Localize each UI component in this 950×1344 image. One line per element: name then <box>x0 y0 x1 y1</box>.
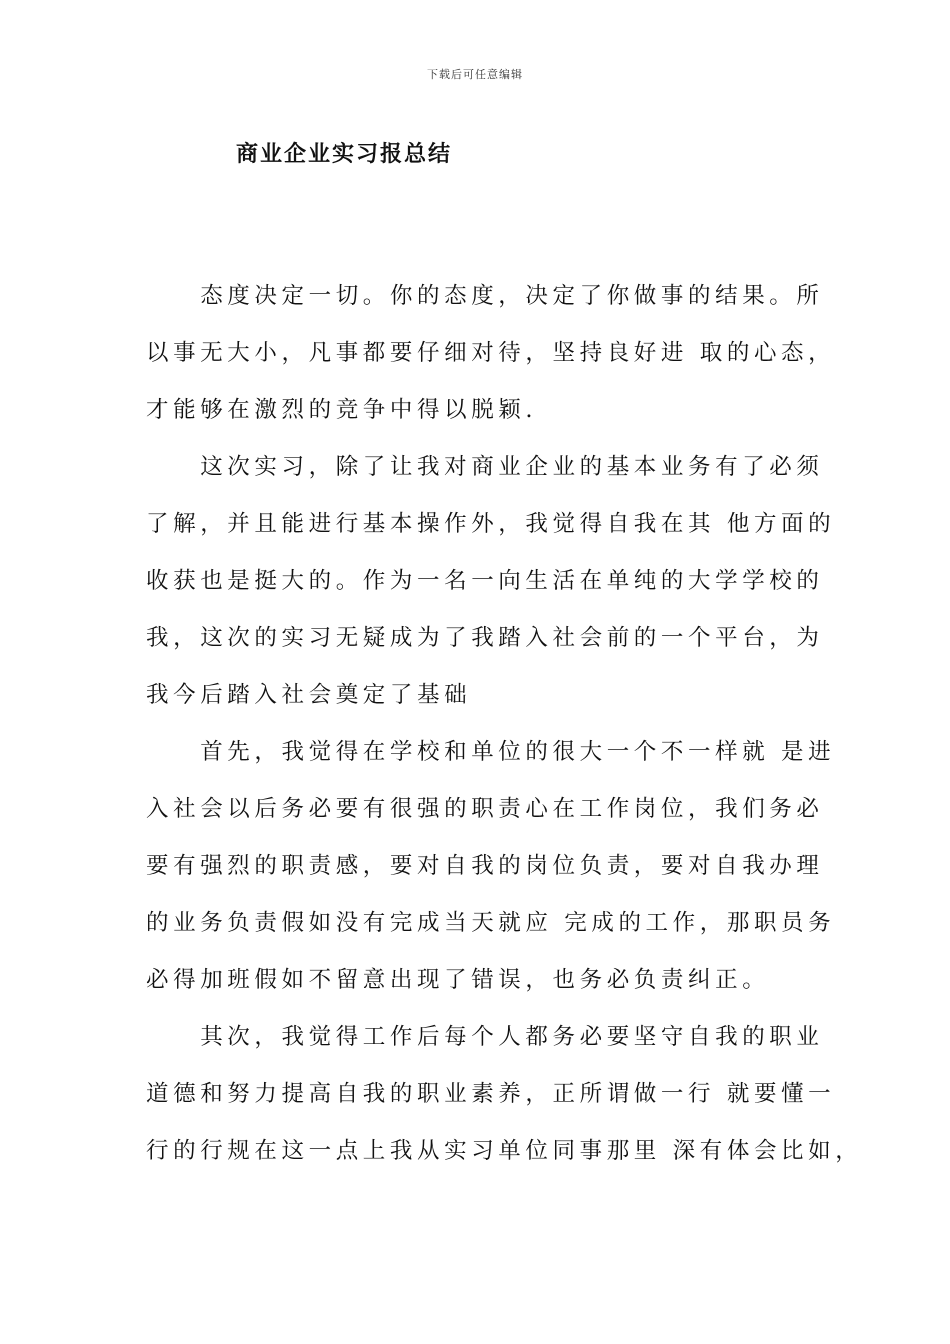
page-header: 下载后可任意编辑 <box>427 68 523 81</box>
document-body <box>146 268 863 1180</box>
paragraph-line: 要有强烈的职责感，要对自我的岗位负责，要对自我办理 <box>146 853 824 879</box>
paragraph-line: 以事无大小，凡事都要仔细对待，坚持良好进 取的心态， <box>146 340 836 366</box>
paragraph-line: 入社会以后务必要有很强的职责心在工作岗位，我们务必 <box>146 796 824 822</box>
paragraph-line: 道德和努力提高自我的职业素养，正所谓做一行 就要懂一 <box>146 1081 836 1107</box>
paragraph-line: 这次实习，除了让我对商业企业的基本业务有了必须 <box>146 454 824 480</box>
paragraph-line: 才能够在激烈的竞争中得以脱颖. <box>146 397 538 423</box>
paragraph-line: 的业务负责假如没有完成当天就应 完成的工作，那职员务 <box>146 910 836 936</box>
paragraph-line: 态度决定一切。你的态度，决定了你做事的结果。所 <box>146 283 824 309</box>
paragraph-line: 了解，并且能进行基本操作外，我觉得自我在其 他方面的 <box>146 511 836 537</box>
paragraph-line: 行的行规在这一点上我从实习单位同事那里 深有体会比如， <box>146 1138 863 1164</box>
paragraph-line: 我，这次的实习无疑成为了我踏入社会前的一个平台，为 <box>146 625 824 651</box>
document-title: 商业企业实习报总结 <box>236 141 453 167</box>
paragraph-line: 必得加班假如不留意出现了错误，也务必负责纠正。 <box>146 967 770 993</box>
paragraph-line: 其次，我觉得工作后每个人都务必要坚守自我的职业 <box>146 1024 824 1050</box>
paragraph-line: 收获也是挺大的。作为一名一向生活在单纯的大学学校的 <box>146 568 824 594</box>
paragraph-line: 首先，我觉得在学校和单位的很大一个不一样就 是进 <box>146 739 836 765</box>
paragraph-line: 我今后踏入社会奠定了基础 <box>146 682 472 708</box>
